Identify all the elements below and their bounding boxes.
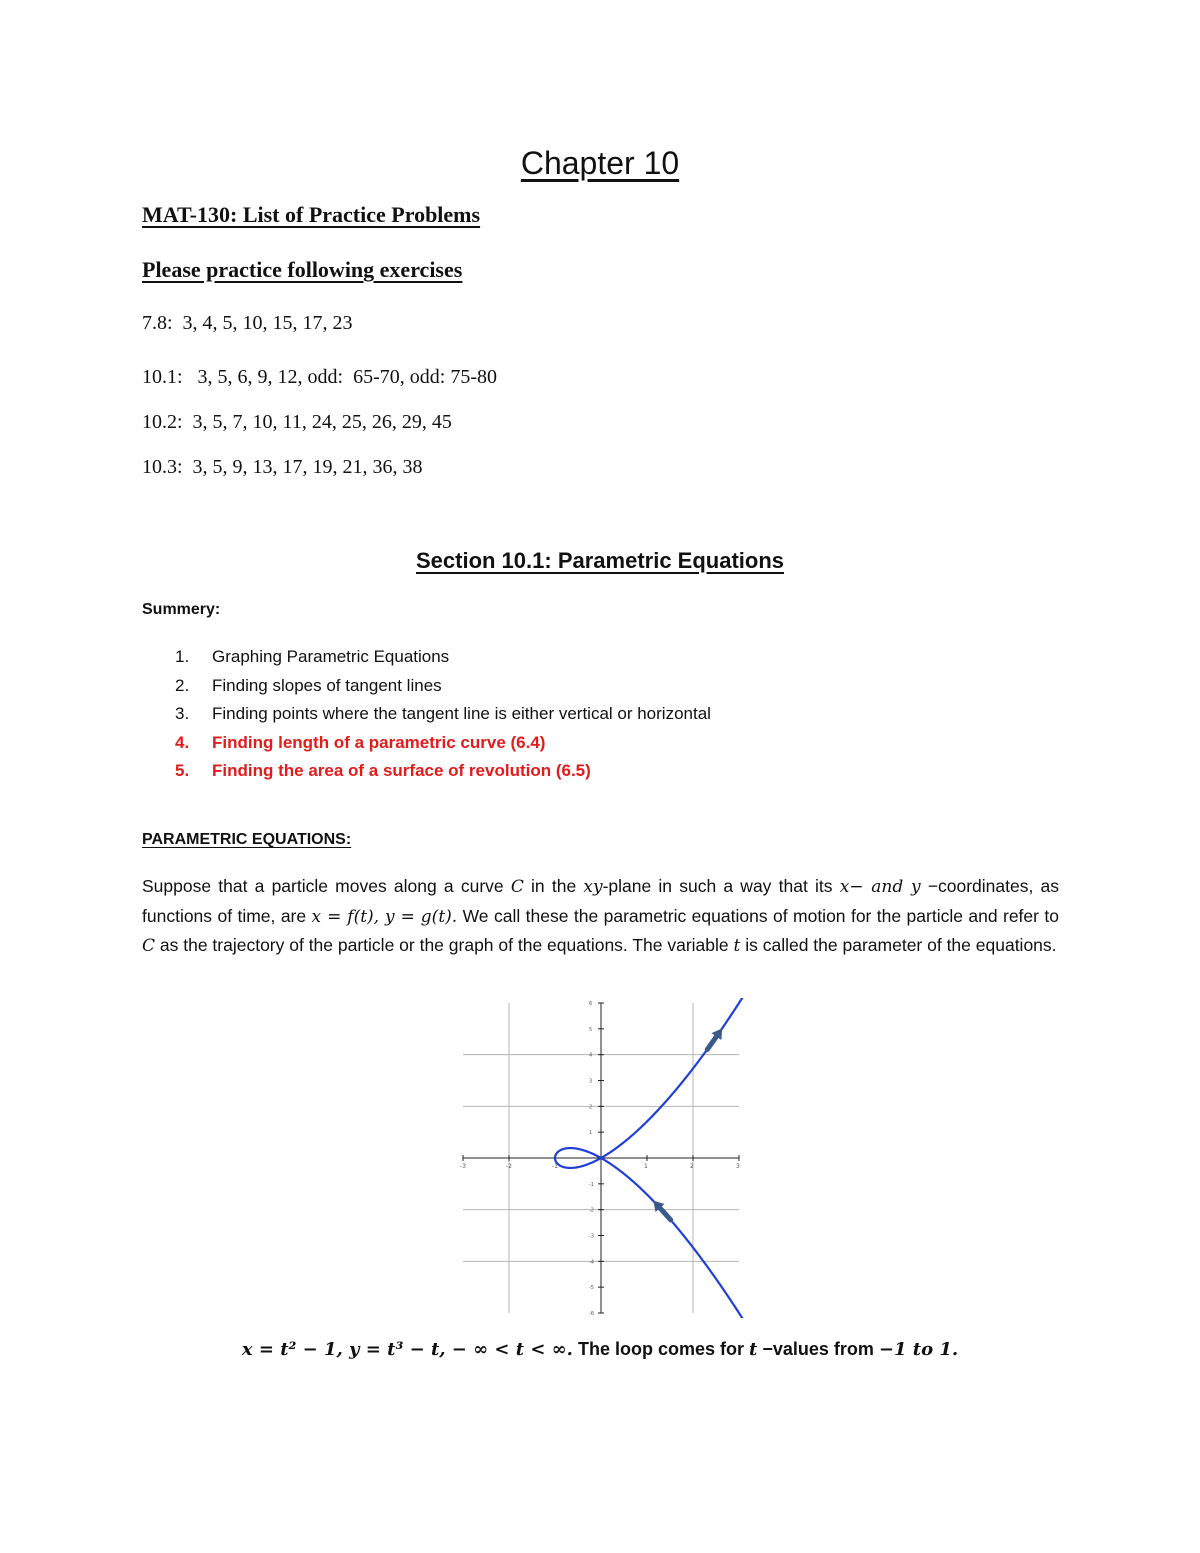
math-run: C — [142, 936, 156, 957]
x-tick-label: -3 — [460, 1163, 466, 1170]
paragraph-text — [142, 872, 1059, 961]
text-run: Suppose that a particle moves along a curve — [142, 876, 511, 896]
caption-text: −values from — [757, 1339, 879, 1359]
summary-item-number: 1. — [175, 647, 190, 666]
summary-item-text: Graphing Parametric Equations — [212, 647, 450, 666]
summary-list — [142, 643, 711, 786]
y-tick-label: -6 — [589, 1311, 594, 1317]
math-run: x — [839, 877, 850, 897]
text-run: -plane in such a way that its — [602, 876, 840, 896]
summary-item-number: 4. — [175, 732, 190, 752]
y-tick-label: -1 — [589, 1181, 594, 1188]
y-tick-label: -4 — [589, 1259, 594, 1266]
y-tick-label: 6 — [589, 1001, 593, 1007]
graph-caption — [0, 1339, 1200, 1360]
math-run: C — [510, 877, 524, 897]
summary-item-text: Finding the area of a surface of revolution (6.5) — [212, 761, 591, 780]
x-tick-label: 2 — [690, 1163, 694, 1170]
instructions-heading: Please practice following exercises — [142, 257, 463, 282]
math-run: t — [733, 936, 741, 957]
y-tick-label: 5 — [589, 1026, 593, 1033]
exercise-line-10-3: 10.3: 3, 5, 9, 13, 17, 19, 21, 36, 38 — [142, 456, 423, 478]
y-tick-label: 3 — [589, 1078, 593, 1085]
exercise-line-10-1: 10.1: 3, 5, 6, 9, 12, odd: 65-70, odd: 75-80 — [142, 366, 497, 388]
exercise-line-7-8: 7.8: 3, 4, 5, 10, 15, 17, 23 — [142, 312, 353, 334]
summary-item-number: 3. — [175, 704, 190, 723]
x-tick-label: -1 — [552, 1163, 558, 1170]
y-tick-label: 4 — [589, 1052, 593, 1059]
summary-item — [142, 643, 711, 672]
summary-item — [142, 672, 711, 701]
summary-item-highlighted — [142, 757, 711, 786]
caption-equations: x = t² − 1, y = t³ − t, − ∞ < t < ∞. — [241, 1339, 573, 1360]
y-tick-label: -2 — [589, 1207, 594, 1214]
y-tick-label: -3 — [589, 1233, 594, 1240]
y-tick-label: -5 — [589, 1285, 594, 1292]
x-tick-label: 3 — [736, 1163, 740, 1170]
x-tick-label: 1 — [644, 1163, 648, 1170]
section-title: Section 10.1: Parametric Equations — [415, 548, 785, 573]
caption-range: −1 to 1. — [878, 1339, 959, 1360]
text-run: as the trajectory of the particle or the graph of the equations. The variable — [155, 935, 734, 956]
caption-text: The loop comes for — [572, 1339, 749, 1359]
exercise-line-10-2: 10.2: 3, 5, 7, 10, 11, 24, 25, 26, 29, 45 — [142, 411, 452, 433]
y-tick-label: 1 — [589, 1130, 593, 1137]
math-run: y — [910, 877, 921, 897]
text-run: is called the parameter of the equations. — [740, 935, 1057, 956]
chapter-title: Chapter 10 — [520, 145, 680, 181]
text-run: − and — [849, 877, 911, 897]
summary-item — [142, 700, 711, 729]
summary-item-text: Finding length of a parametric curve (6.4) — [212, 732, 546, 752]
summary-item-text: Finding slopes of tangent lines — [212, 675, 442, 695]
summary-item-text: Finding points where the tangent line is either vertical or horizontal — [212, 704, 711, 723]
course-heading: MAT-130: List of Practice Problems — [142, 202, 481, 227]
summary-item-number: 5. — [175, 761, 190, 780]
math-run: xy — [583, 877, 603, 897]
summary-item-number: 2. — [175, 675, 190, 695]
parametric-curve-graph — [458, 998, 744, 1318]
summary-label: Summery: — [142, 601, 221, 618]
text-run: in the — [523, 876, 584, 896]
y-tick-label: 2 — [589, 1104, 593, 1111]
text-run: −coordinates, as functions of time, are — [142, 876, 1059, 926]
math-run: x = f(t), y = g(t). — [311, 906, 458, 927]
definition-paragraph — [142, 872, 1059, 961]
summary-item-highlighted — [142, 729, 711, 758]
text-run: We call these the parametric equations of motion for the particle and refer to — [457, 905, 1059, 926]
caption-parameter: t — [748, 1339, 758, 1360]
parametric-equations-heading: PARAMETRIC EQUATIONS: — [142, 831, 352, 848]
x-tick-label: -2 — [506, 1163, 512, 1170]
